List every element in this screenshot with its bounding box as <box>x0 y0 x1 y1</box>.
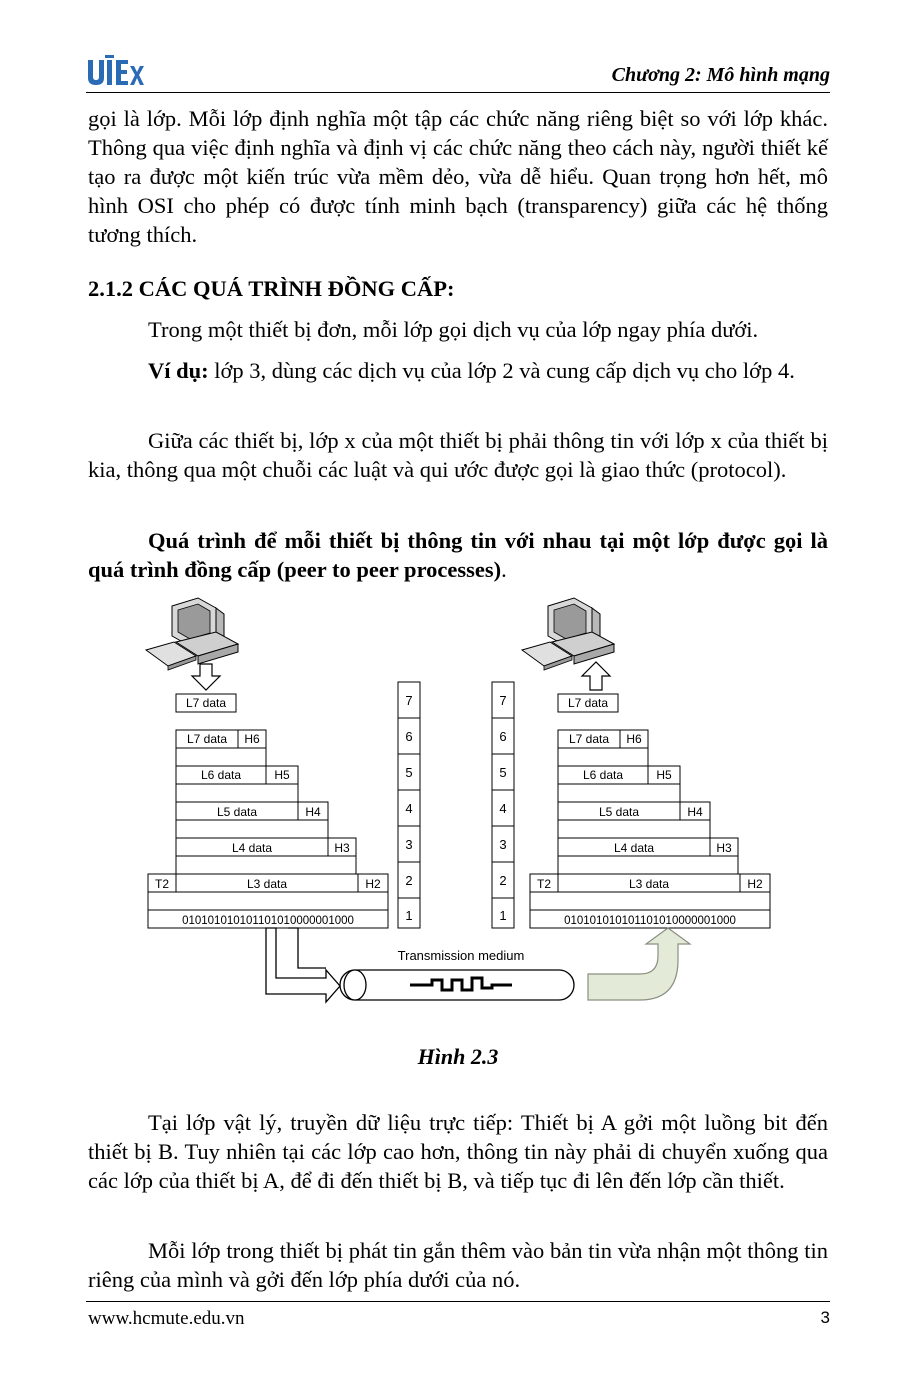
right-h5: H5 <box>656 768 672 782</box>
left-h5: H5 <box>274 768 290 782</box>
left-l5-data: L6 data <box>200 768 242 782</box>
left-layer-6: 6 <box>405 729 413 744</box>
left-layer-4: 4 <box>405 801 413 816</box>
figure-peer-processes <box>140 592 780 1012</box>
example-label: Ví dụ: <box>148 358 209 383</box>
right-h3: H3 <box>716 841 732 855</box>
right-h6: H6 <box>626 732 642 746</box>
right-h4: H4 <box>687 805 703 819</box>
send-arrow-icon <box>266 928 340 1002</box>
computer-left-icon <box>146 598 238 670</box>
paragraph-physical-layer: Tại lớp vật lý, truyền dữ liệu trực tiếp: Thiết bị A gởi một luồng bit đến thiết bị B. Tuy nhiên tại các lớp cao hơn, thông tin này phải di chuyển xuống qua các lớp của thiết bị A, để đi đến thiết bị B, và tiếp tục đi lên đến lớp cần thiết. <box>88 1110 828 1193</box>
left-layer-2: 2 <box>405 873 413 888</box>
right-l4-data: L5 data <box>598 805 640 819</box>
right-layer-4: 4 <box>499 801 507 816</box>
right-l3-data: L4 data <box>613 841 655 855</box>
left-h4: H4 <box>305 805 321 819</box>
header-rule <box>86 92 830 93</box>
up-arrow-icon <box>582 662 610 690</box>
right-layer-stack <box>530 694 770 928</box>
right-t2: T2 <box>536 877 552 891</box>
right-l6-data: L7 data <box>568 732 610 746</box>
right-layer-3: 3 <box>499 837 507 852</box>
receive-arrow-icon <box>588 928 690 1000</box>
paragraph-sender-header: Mỗi lớp trong thiết bị phát tin gắn thêm vào bản tin vừa nhận một thông tin riêng của mình và gởi đến lớp phía dưới của nó. <box>88 1238 828 1292</box>
left-l3-data: L4 data <box>231 841 273 855</box>
right-layer-7: 7 <box>499 693 507 708</box>
medium-label: Transmission medium <box>397 948 525 963</box>
left-layer-3: 3 <box>405 837 413 852</box>
computer-right-icon <box>522 598 614 670</box>
page-number: 3 <box>820 1308 830 1327</box>
left-h2: H2 <box>365 877 381 891</box>
right-layer-1: 1 <box>499 908 507 923</box>
right-layer-6: 6 <box>499 729 507 744</box>
paragraph-between-devices: Giữa các thiết bị, lớp x của một thiết bị phải thông tin với lớp x của thiết bị kia, thông qua một chuỗi các luật và qui ước được gọi là giao thức (protocol). <box>88 428 828 482</box>
left-l2-data: L3 data <box>246 877 288 891</box>
paragraph-osi-intro: gọi là lớp. Mỗi lớp định nghĩa một tập các chức năng riêng biệt so với lớp khác. Thông qua việc định nghĩa và định vị các chức năng theo cách này, người thiết kế tạo ra được một kiến trúc vừa mềm dẻo, vừa dễ hiểu. Quan trọng hơn hết, mô hình OSI cho phép có được tính minh bạch (transparency) giữa các hệ thống tương thích. <box>88 106 828 247</box>
left-l4-data: L5 data <box>216 805 258 819</box>
transmission-medium <box>340 970 574 1000</box>
chapter-title: Chương 2: Mô hình mạng <box>611 64 830 86</box>
layer-number-labels <box>405 693 506 923</box>
right-h2: H2 <box>747 877 763 891</box>
paragraph-single-device: Trong một thiết bị đơn, mỗi lớp gọi dịch vụ của lớp ngay phía dưới. <box>148 317 759 342</box>
peer-definition-end: . <box>501 557 507 582</box>
left-h6: H6 <box>244 732 260 746</box>
left-l7-data: L7 data <box>185 696 227 710</box>
down-arrow-icon <box>192 664 220 690</box>
paragraph-peer-definition <box>88 526 828 584</box>
right-layer-5: 5 <box>499 765 507 780</box>
uex-logo <box>86 54 146 88</box>
peer-definition-bold: Quá trình để mỗi thiết bị thông tin với nhau tại một lớp được gọi là quá trình đồng cấp (peer to peer processes) <box>88 528 828 582</box>
left-layer-stack <box>148 694 388 928</box>
right-bitstream: 010101010101101010000001000 <box>564 915 736 927</box>
peer-process-diagram <box>140 592 780 1012</box>
paragraph-example <box>88 356 828 385</box>
left-layer-1: 1 <box>405 908 413 923</box>
left-layer-7: 7 <box>405 693 413 708</box>
left-layer-5: 5 <box>405 765 413 780</box>
right-l2-data: L3 data <box>628 877 670 891</box>
right-layer-2: 2 <box>499 873 507 888</box>
footer-url[interactable]: www.hcmute.edu.vn <box>88 1308 245 1329</box>
left-l6-data: L7 data <box>186 732 228 746</box>
left-h3: H3 <box>334 841 350 855</box>
right-l7-data: L7 data <box>567 696 609 710</box>
footer-rule <box>86 1301 830 1302</box>
left-bitstream: 010101010101101010000001000 <box>182 915 354 927</box>
figure-caption: Hình 2.3 <box>417 1044 499 1069</box>
example-text: lớp 3, dùng các dịch vụ của lớp 2 và cung cấp dịch vụ cho lớp 4. <box>208 358 795 383</box>
right-l5-data: L6 data <box>582 768 624 782</box>
left-t2: T2 <box>154 877 170 891</box>
section-heading: 2.1.2 CÁC QUÁ TRÌNH ĐỒNG CẤP: <box>88 276 455 301</box>
